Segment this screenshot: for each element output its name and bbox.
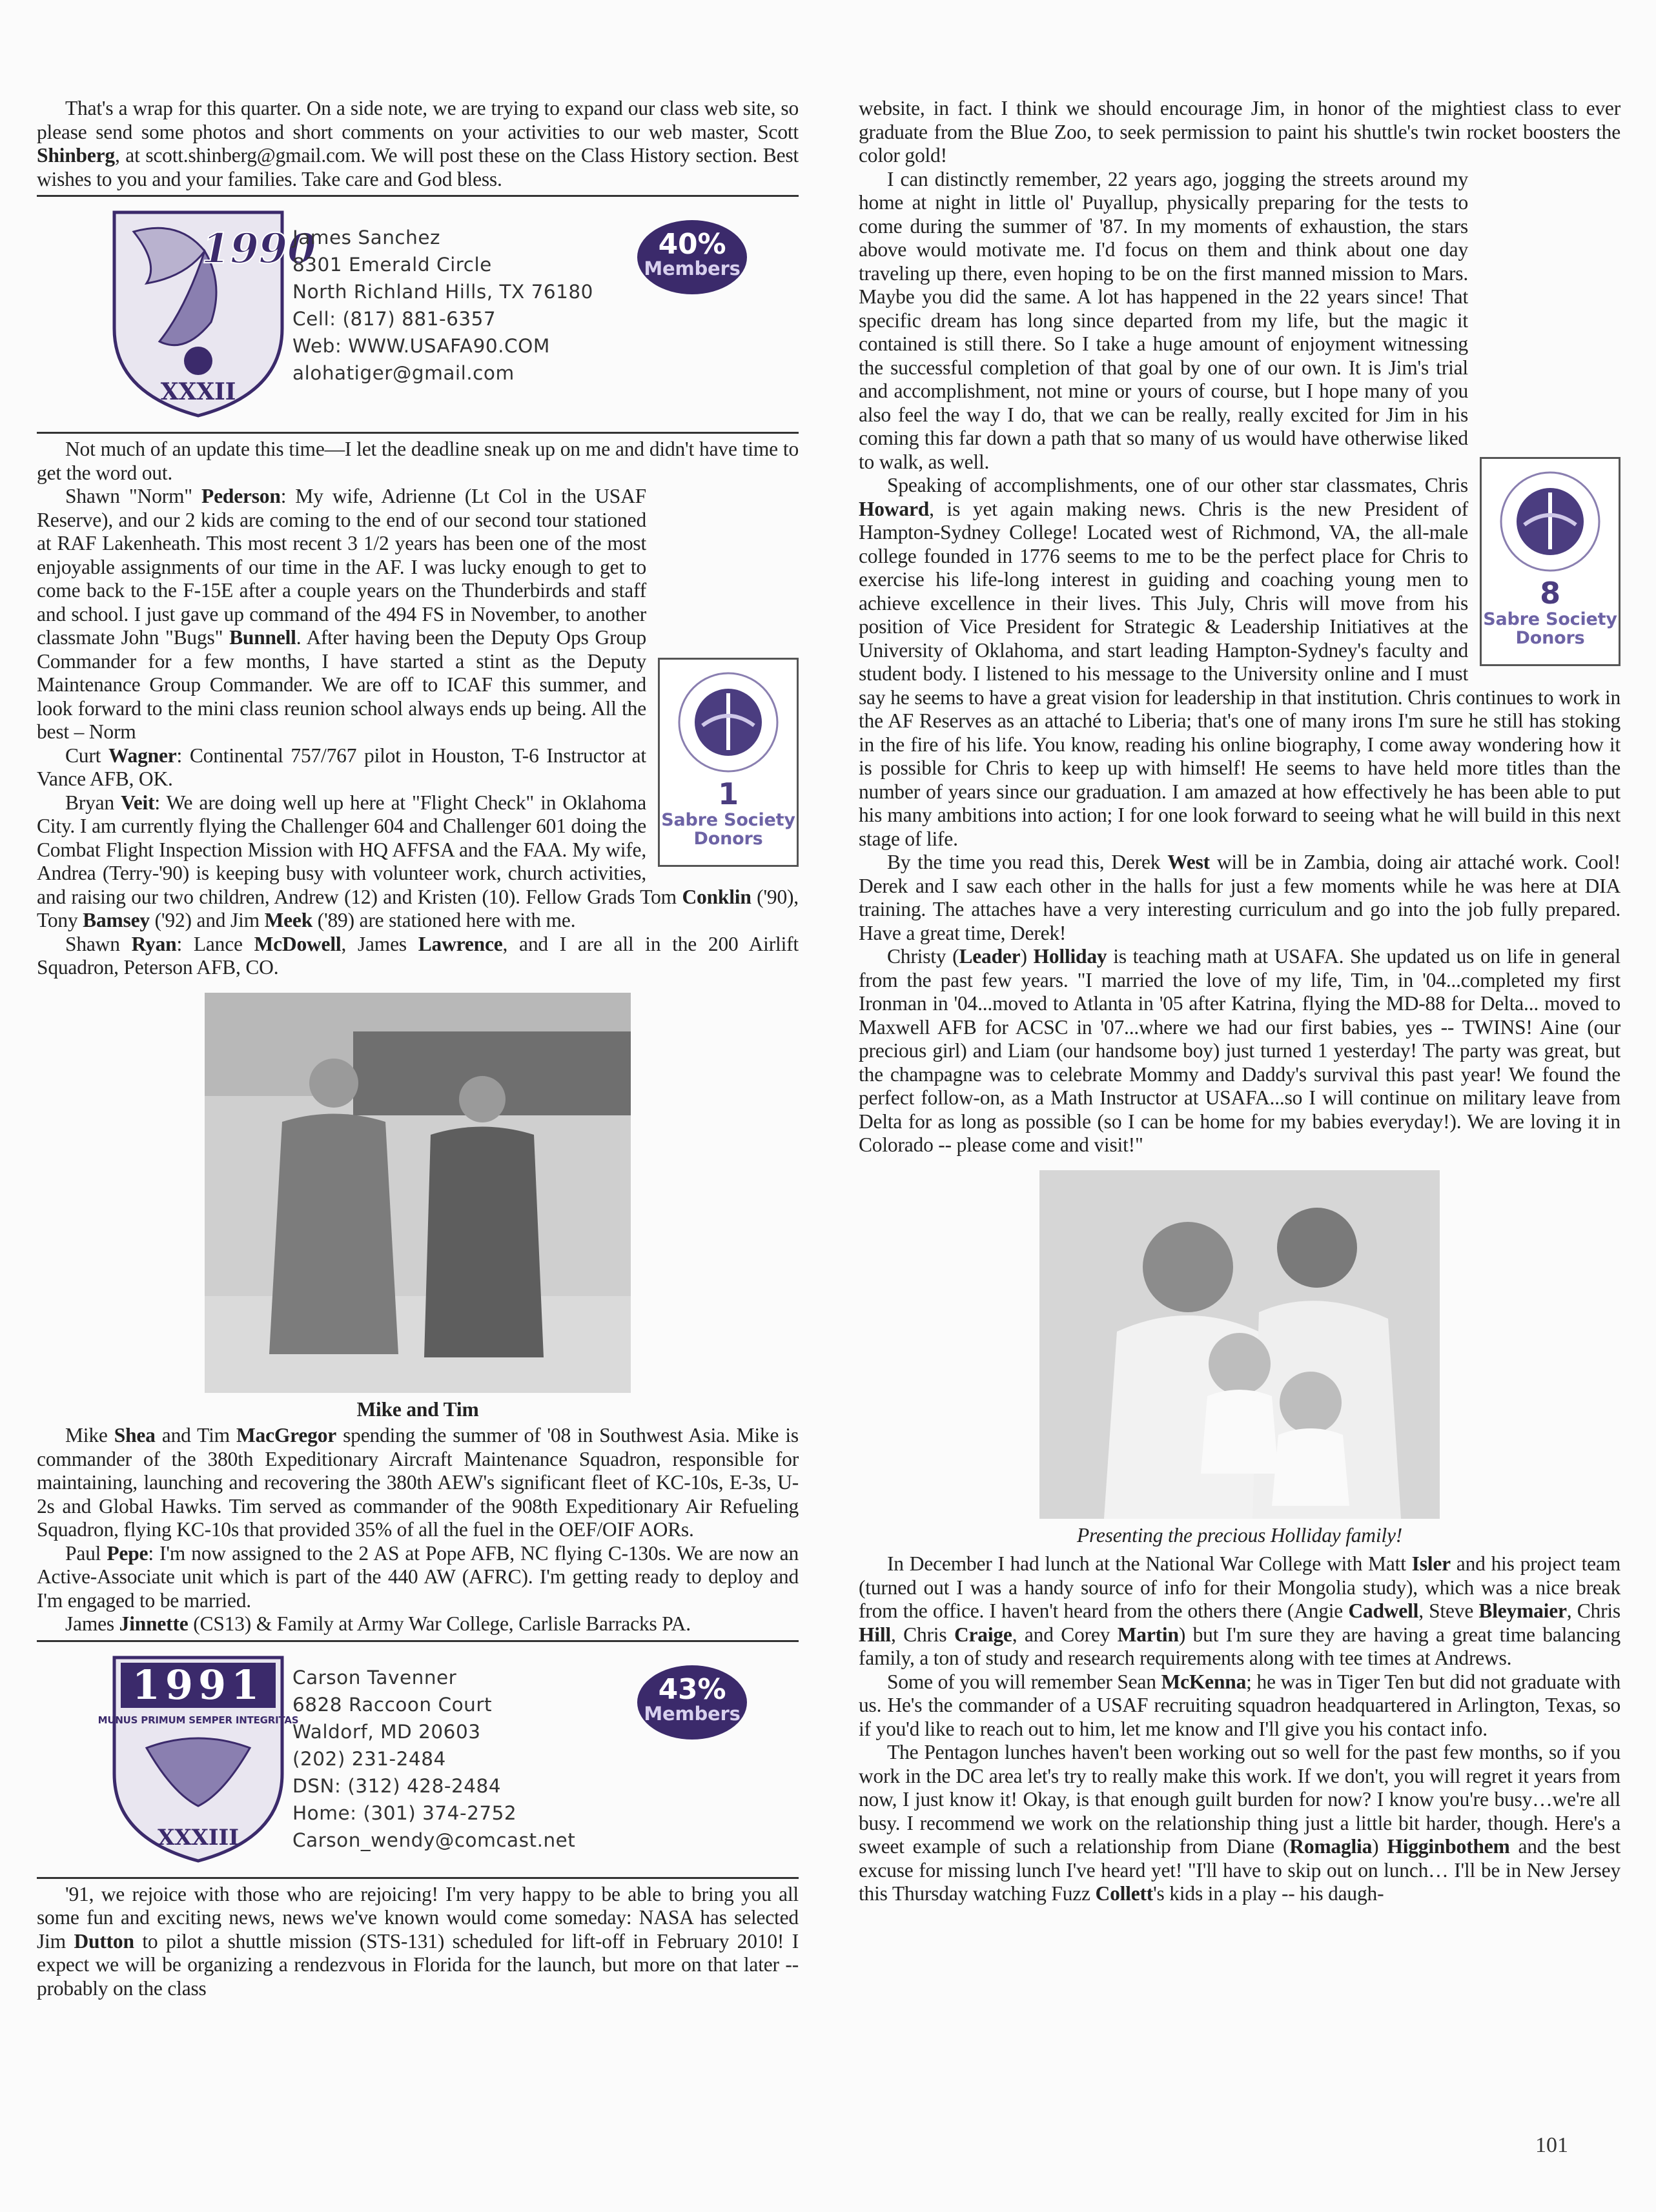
scribe-street: 8301 Emerald Circle [292,254,492,276]
sabre-donor-count: 1 [718,776,739,811]
left-column [37,97,799,2000]
paragraph-pepe: Paul Pepe: I'm now assigned to the 2 AS at Pope AFB, NC flying C-130s. We are now an Active-Associate unit which is part of the 440 AW (AFRC). I'm getting ready to deploy and I'm engaged to be married. [37,1541,799,1612]
members-badge-1991 [637,1665,747,1740]
section-divider [37,432,799,434]
class-1990-header [37,206,799,425]
photo-mike-and-tim [205,993,631,1393]
section-divider [37,1640,799,1642]
paragraph-west: By the time you read this, Derek West will be in Zambia, doing air attaché work. Cool! Derek and I saw each other in the halls for just a few moments while he was here at DIA training. The attaches have a very interesting curriculum and go into the job fully prepared. Have a great time, Derek! [859,851,1621,944]
sabre-label-line1: Sabre Society [661,810,795,830]
paragraph-wagner: Curt Wagner: Continental 757/767 pilot in Houston, T-6 Instructor at Vance AFB, OK. [37,744,646,790]
paragraph-howard: Speaking of accomplishments, one of our other star classmates, Chris Howard, is yet again making news. Chris is the new President of Hampton-Sydney College! Located west of Richmond, VA, the all-male college founded in 1776 seems to me to be the perfect place for Chris to exercise his life-long interest in guiding and coaching young men to achieve excellence in their lives. This July, Chris will move from his position of Vice President for Strategic & Leadership Initiatives at the University of Oklahoma, and start leading Hampton-Sydney's faculty and student body. I listened to his message to the University online and I must say he seems to have a great vision for leadership in that institution. Chris continues to work in the AF Reserves as an attaché to Liberia; that's one of many irons I'm sure he still has stoking in the fire of his life. You know, reading his online biography, I come away wondering how it is possible for Chris to keep up with himself! He seems to have held more titles than the number of years since our graduation. I am amazed at how effectively he has been able to put his many ambitions into action; I for one look forward to seeing what he will build in this next stage of life. [859,474,1620,850]
paragraph-remember: I can distinctly remember, 22 years ago, jogging the streets around my home at night in little ol' Puyallup, physically preparing for the tests to come during the summer of '87. In my moments of exhaustion, the stars above would motivate me. I'd focus on them and think about one day traveling up there, even hoping to be on the first manned mission to Mars. Maybe you did the same. A lot has happened in the 22 years since! That specific dream has long since departed from my life, but the magic it contained is still there. So I take a huge amount of enjoyment witnessing the successful completion of that goal by one of our own. It is Jim's trial and accomplishment, not mine or yours of course, but I hope many of you also feel the way I do, that we can be really, really excited for Jim in his coming this far down a path that so many of us would have otherwise liked to walk, as well. [859,167,1468,473]
section-divider [37,195,799,197]
scribe-name: James Sanchez [292,227,440,249]
crest-numeral: XXXIII [158,1824,239,1851]
crest-motto: MUNUS PRIMUM SEMPER INTEGRITAS [97,1714,299,1726]
sabre-label-line2: Donors [693,829,763,849]
members-percent: 40% [658,228,726,261]
photo-holliday-family [1039,1170,1440,1519]
sabre-society-box-1 [658,658,799,867]
sabre-label-line1: Sabre Society [1483,609,1617,629]
class-1991-header [37,1651,799,1871]
paragraph-wrap: That's a wrap for this quarter. On a side note, we are trying to expand our class web site, so please send some photos and short comments on your activities to our web master, Scott Shinberg, at scott.shinberg@gmail.com. We will post these on the Class History section. Best wishes to you and your families. Take care and God bless. [37,97,799,190]
paragraph-december: In December I had lunch at the National War College with Matt Isler and his project team (turned out I was a handy source of info for their Mongolia study), which was a nice break from the office. I haven't heard from the others there (Angie Cadwell, Steve Bleymaier, Chris Hill, Chris Craige, and Corey Martin) but I'm sure they are having a great time balancing family, a ton of study and research requirements along with tee times at Andrews. [859,1552,1621,1669]
paragraph-ryan: Shawn Ryan: Lance McDowell, James Lawrence, and I are all in the 200 Airlift Squadron, Peterson AFB, CO. [37,932,799,979]
sabre-society-box-8 [1480,457,1620,666]
members-label: Members [644,1702,741,1725]
photo-caption-holliday: Presenting the precious Holliday family! [1076,1523,1403,1547]
members-percent: 43% [658,1672,726,1706]
scribe-dsn: DSN: (312) 428-2484 [292,1774,502,1797]
paragraph-mckenna: Some of you will remember Sean McKenna; he was in Tiger Ten but did not graduate with us. He's the commander of a USAF recruiting squadron headquartered in Arlington, Texas, so if you'd like to reach out to him, let me know and I'll give you his contact info. [859,1670,1620,1740]
scribe-email: alohatiger@gmail.com [292,362,515,384]
scribe-cell: Cell: (817) 881-6357 [292,308,496,330]
members-badge-1990 [637,220,747,294]
class-1991-contact [292,1664,575,1854]
crest-numeral: XXXII [160,378,236,405]
paragraph-holliday: Christy (Leader) Holliday is teaching math at USAFA. She updated us on life in general from the past few years. "I married the love of my life, Tim, in '04...completed my first Ironman in '04...moved to Atlanta in '05 after Katrina, flying the MD-88 for Delta... moved to Maxwell AFB for ACSC in '07...where we had our first babies, yes -- TWINS! Aine (our precious girl) and Liam (our handsome boy) just turned 1 yesterday! The party was great, but the champagne was to celebrate Mommy and Daddy's survival this past year! We found the perfect follow-on, as a Math Instructor at USAFA...so I will continue on military leave from Delta for as long as possible (so I can be home for my babies everyday!). We are loving it in Colorado -- please come and visit!" [859,945,1620,1156]
scribe-street: 6828 Raccoon Court [292,1693,493,1716]
sabre-society-seal-icon [677,667,780,777]
scribe-web: Web: WWW.USAFA90.COM [292,335,550,357]
paragraph-pentagon: The Pentagon lunches haven't been working out so well for the past few months, so if you work in the DC area let's try to really make this work. If we don't, you will regret it years from now, I just know it! Okay, is that enough guilt burden for now? I know you're busy…we're all busy. I recommend we work on the relationship thing just a little bit harder, though. Here's a sweet example of such a relationship from Diane (Romaglia) Higginbothem and the best excuse for missing lunch I've heard yet! "I'll have to skip out on lunch… I'll be in New Jersey this Thursday watching Fuzz Collett's kids in a play -- his daugh- [859,1741,1621,1905]
class-1991-crest [97,1651,299,1864]
paragraph-website: website, in fact. I think we should encourage Jim, in honor of the mightiest class to ever graduate from the Blue Zoo, to seek permission to paint his shuttle's twin rocket boosters the color gold! [859,97,1620,167]
scribe-name: Carson Tavenner [292,1666,457,1689]
paragraph-shea: Mike Shea and Tim MacGregor spending the summer of '08 in Southwest Asia. Mike is commander of the 380th Expeditionary Aircraft Maintenance Squadron, responsible for maintaining, launching and recovering the 380th AEW's significant fleet of KC-10s, E-3s, U-2s and Global Hawks. Tim served as commander of the 908th Expeditionary Air Refueling Squadron, flying KC-10s that provided 35% of all the fuel in the OEF/OIF AORs. [37,1424,799,1541]
paragraph-91: '91, we rejoice with those who are rejoicing! I'm very happy to be able to bring you all some fun and exciting news, news we've known would come someday: NASA has selected Jim Dutton to pilot a shuttle mission (STS-131) scheduled for lift-off in February 2010! I expect we will be organizing a rendezvous in Florida for the launch, but more on that later -- probably on the class [37,1882,799,2000]
paragraph-veit: Bryan Veit: We are doing well up here at "Flight Check" in Oklahoma City. I am currently flying the Challenger 604 and Challenger 601 doing the Combat Flight Inspection Mission with HQ AFFSA and the FAA. My wife, Andrea (Terry-'90) is keeping busy with volunteer work, church activities, and raising our two children, Andrew (12) and Kristen (10). Fellow Grads Tom Conklin ('90), Tony Bamsey ('92) and Jim Meek ('89) are stationed here with me. [37,791,799,931]
scribe-city: North Richland Hills, TX 76180 [292,281,593,303]
members-label: Members [644,258,741,279]
right-column [859,97,1620,1906]
sabre-society-seal-icon [1498,467,1602,576]
class-1990-contact [292,224,593,387]
class-1990-crest [108,206,316,419]
scribe-city: Waldorf, MD 20603 [292,1720,481,1743]
crest-year: 1991 [132,1661,265,1709]
paragraph-update: Not much of an update this time—I let the deadline sneak up on me and didn't have time to get the word out. [37,438,799,484]
crest-year: 1990 [201,225,316,273]
page-number: 101 [1535,2133,1568,2157]
section-divider [37,1877,799,1879]
paragraph-jinnette: James Jinnette (CS13) & Family at Army War College, Carlisle Barracks PA. [65,1612,691,1635]
scribe-home: Home: (301) 374-2752 [292,1801,517,1824]
sabre-label-line2: Donors [1515,627,1585,648]
photo-caption-mike-and-tim: Mike and Tim [356,1397,479,1421]
paragraph-pederson: Shawn "Norm" Pederson: My wife, Adrienne (Lt Col in the USAF Reserve), and our 2 kids are coming to the end of our second tour stationed at RAF Lakenheath. This most recent 3 1/2 years has been one of the most enjoyable assignments of our time in the AF. I was lucky enough to get to come back to the F-15E after a couple years on the Thunderbirds and staff and school. I just gave up command of the 494 FS in November, to another classmate John "Bugs" Bunnell. After having been the Deputy Ops Group Commander for a few months, I have started a stint as the Deputy Maintenance Group Commander. We are off to ICAF this summer, and look forward to the mini class reunion school always ends up being. All the best – Norm [37,485,646,743]
sabre-donor-count: 8 [1540,575,1560,611]
scribe-email: Carson_wendy@comcast.net [292,1829,576,1851]
scribe-phone: (202) 231-2484 [292,1747,446,1770]
